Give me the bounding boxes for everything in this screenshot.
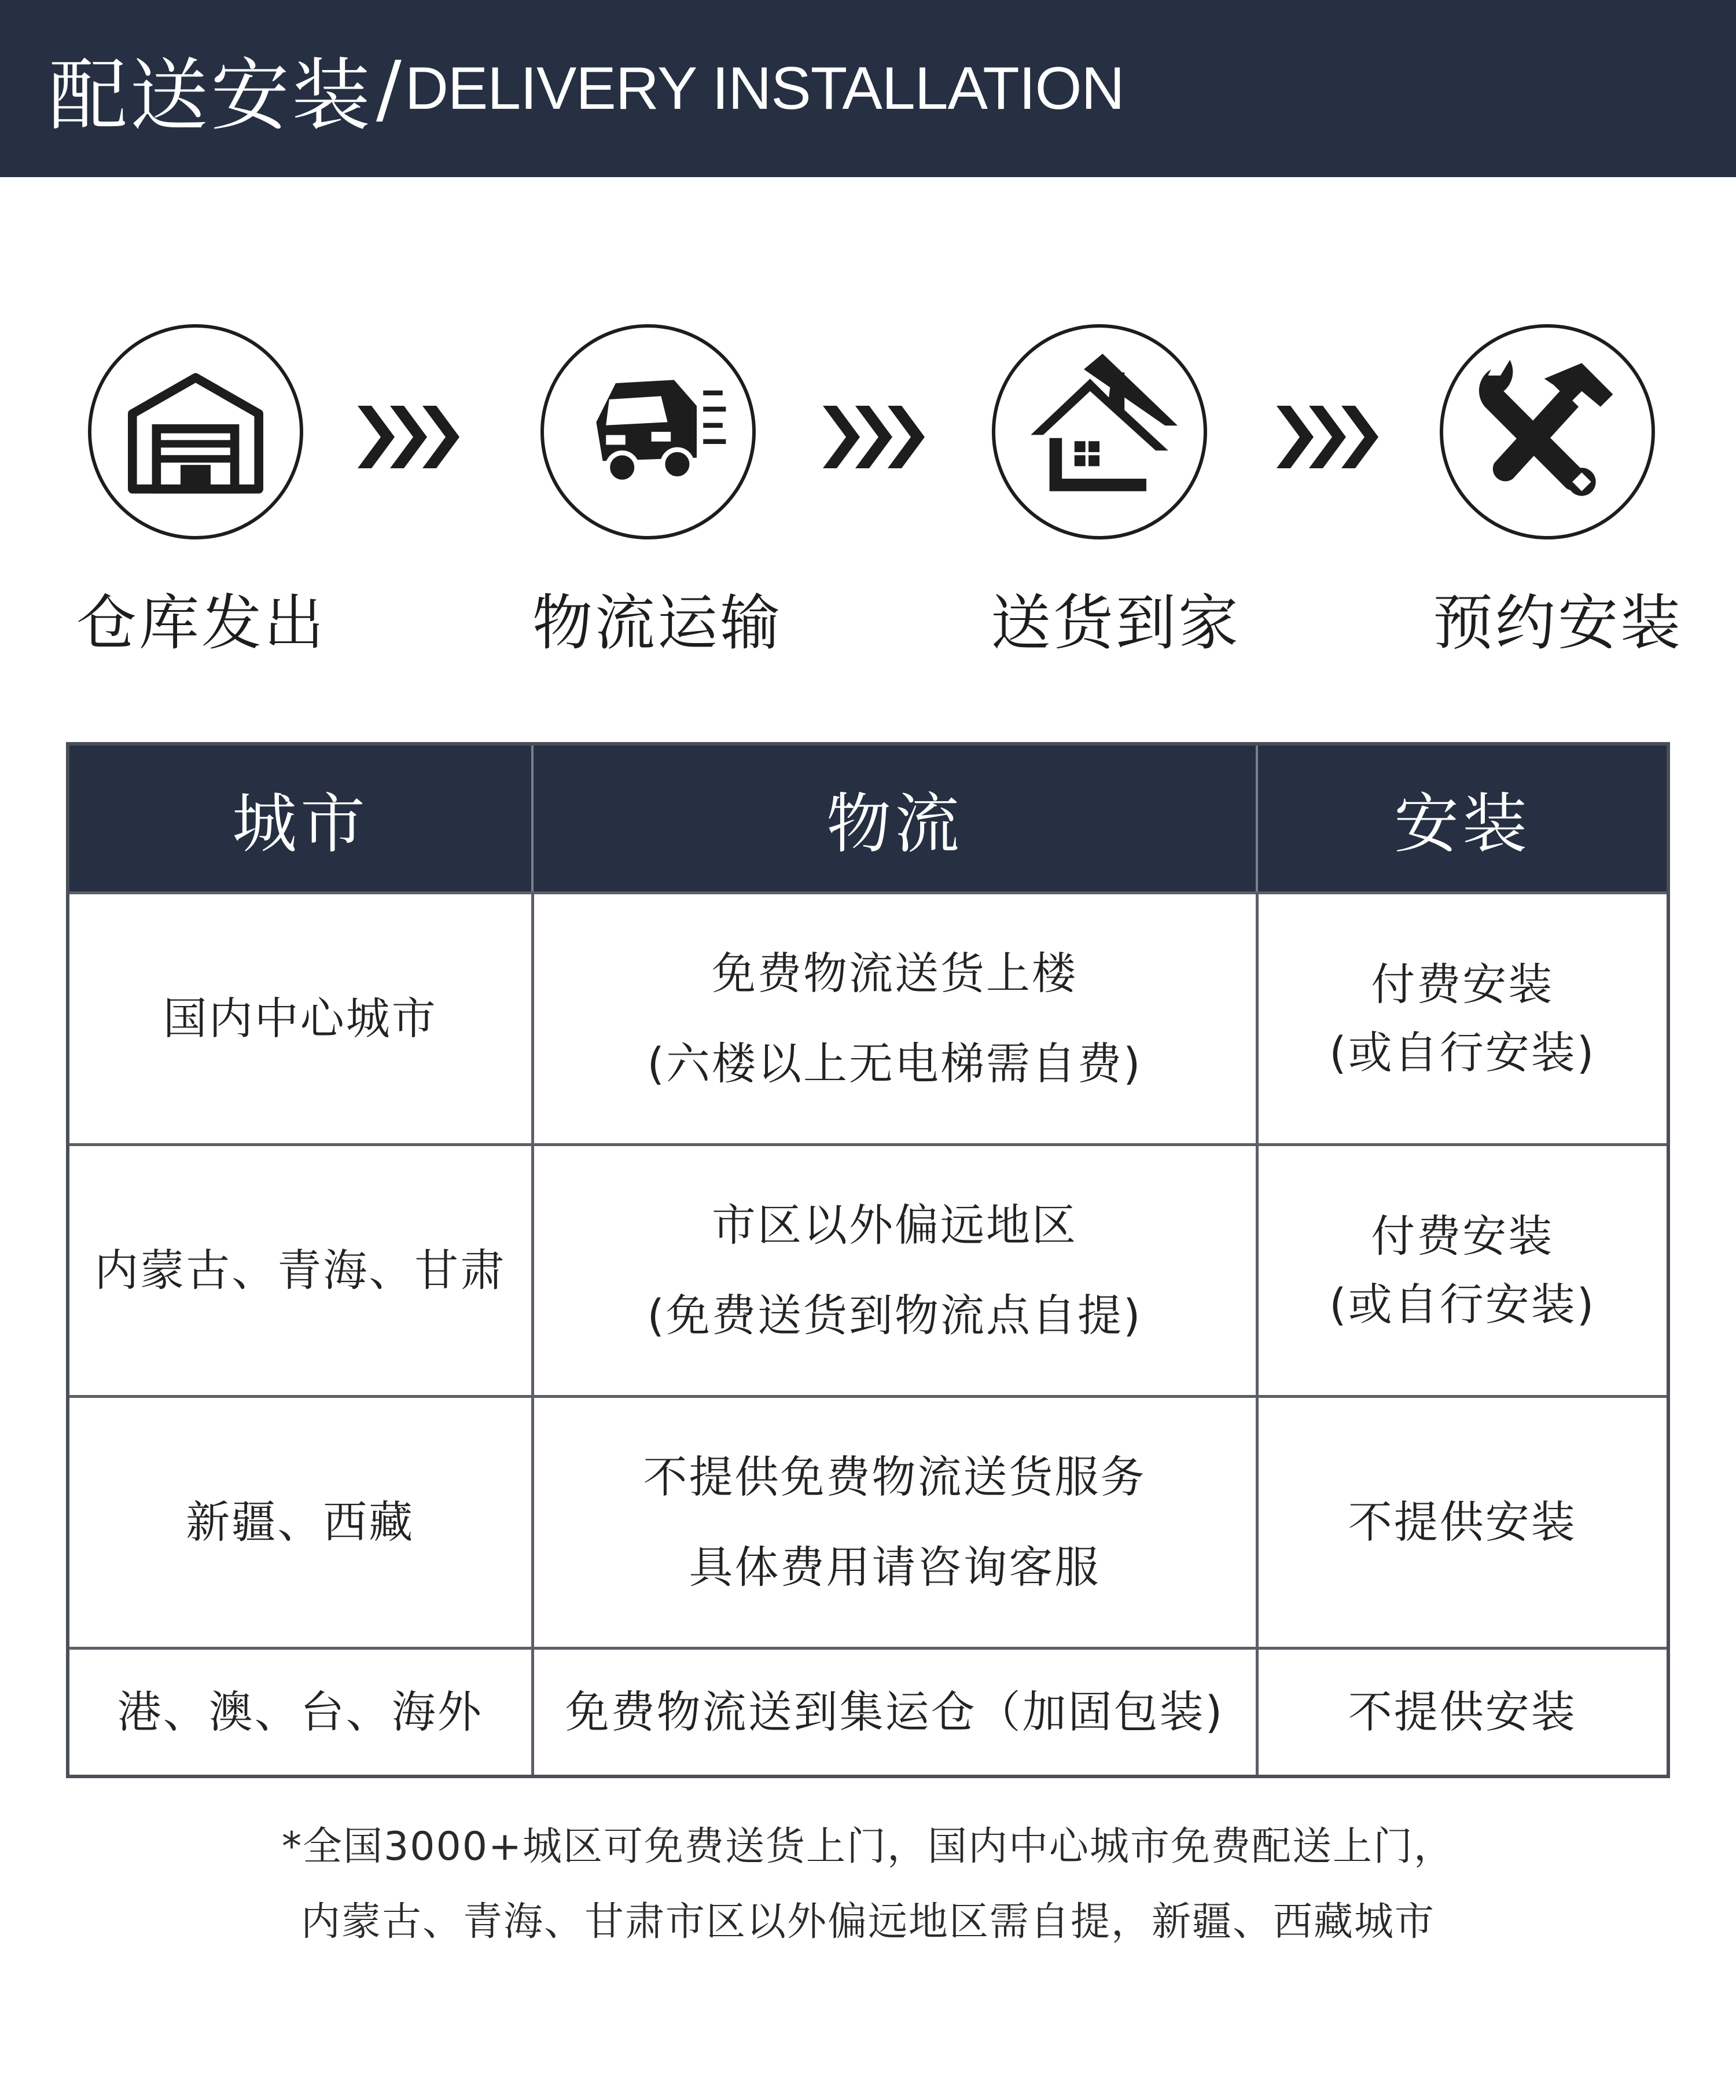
- tools-icon: [1469, 354, 1625, 510]
- cell-city: 新疆、西藏: [69, 1396, 532, 1648]
- cell-install: 付费安装 (或自行安装): [1257, 893, 1667, 1145]
- step-label-house: 送货到家: [991, 588, 1241, 658]
- house-icon: [1021, 354, 1178, 510]
- step-tools: [1440, 324, 1655, 539]
- step-house: [992, 324, 1207, 539]
- header-install: 安装: [1257, 746, 1667, 893]
- table-row: [69, 1648, 1667, 1775]
- cell-city: 港、澳、台、海外: [69, 1648, 532, 1775]
- footnote-line-2: 内蒙古、青海、甘肃市区以外偏远地区需自提，新疆、西藏城市: [300, 1899, 1435, 1945]
- cell-install: 不提供安装: [1257, 1648, 1667, 1775]
- chevron-arrows-icon: [353, 394, 469, 480]
- title-zh: 配送安装: [49, 50, 373, 142]
- header-logistics: 物流: [532, 746, 1257, 893]
- table-row: [69, 1144, 1667, 1396]
- step-label-warehouse: 仓库发出: [76, 588, 327, 658]
- cell-logistics: 免费物流送货上楼 (六楼以上无电梯需自费): [532, 893, 1257, 1145]
- step-warehouse: [88, 324, 303, 539]
- cell-install: 付费安装 (或自行安装): [1257, 1144, 1667, 1396]
- step-label-tools: 预约安装: [1433, 588, 1683, 658]
- page-header: [0, 0, 1736, 177]
- title-en: DELIVERY INSTALLATION: [404, 54, 1124, 122]
- cell-city: 内蒙古、青海、甘肃: [69, 1144, 532, 1396]
- truck-icon: [567, 351, 729, 513]
- table-row: [69, 893, 1667, 1145]
- cell-logistics: 不提供免费物流送货服务 具体费用请咨询客服: [532, 1396, 1257, 1648]
- chevron-arrows-icon: [818, 394, 934, 480]
- footnote-line-1: *全国3000+城区可免费送货上门，国内中心城市免费配送上门，: [281, 1824, 1455, 1870]
- cell-logistics: 市区以外偏远地区 (免费送货到物流点自提): [532, 1144, 1257, 1396]
- delivery-table: [66, 742, 1670, 1778]
- table-header-row: [69, 746, 1667, 893]
- step-label-truck: 物流运输: [532, 588, 783, 658]
- cell-logistics: 免费物流送到集运仓（加固包装): [532, 1648, 1257, 1775]
- warehouse-icon: [120, 357, 271, 507]
- header-city: 城市: [69, 746, 532, 893]
- table-row: [69, 1396, 1667, 1648]
- step-truck: [540, 324, 756, 539]
- cell-city: 国内中心城市: [69, 893, 532, 1145]
- title-separator: /: [376, 45, 402, 133]
- cell-install: 不提供安装: [1257, 1396, 1667, 1648]
- chevron-arrows-icon: [1272, 394, 1388, 480]
- delivery-steps: [0, 313, 1736, 660]
